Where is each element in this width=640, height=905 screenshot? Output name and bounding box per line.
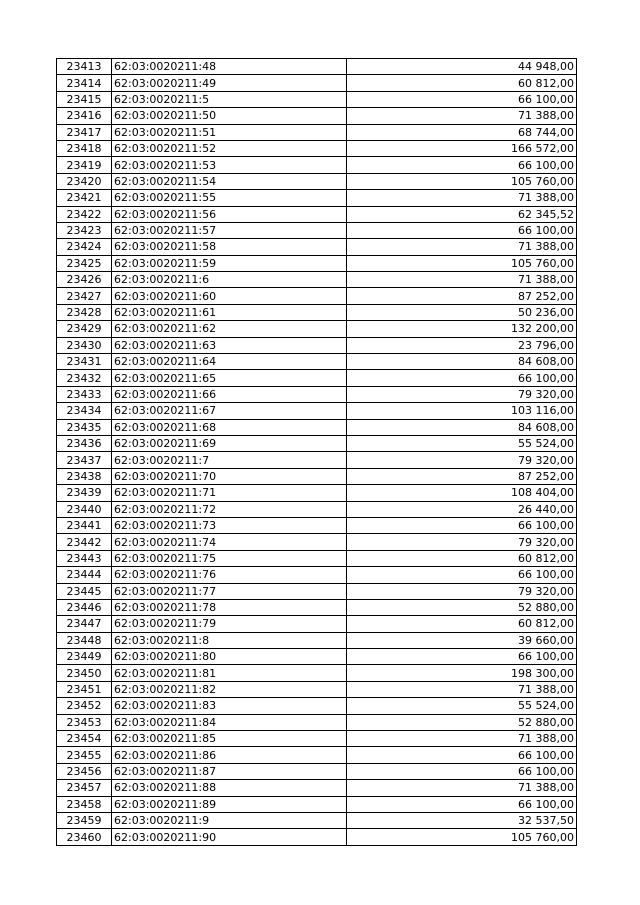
- row-number-cell: 23426: [57, 272, 112, 288]
- row-number-cell: 23454: [57, 731, 112, 747]
- cadastral-value-cell: 132 200,00: [347, 321, 577, 337]
- row-number-cell: 23458: [57, 796, 112, 812]
- cadastral-number-cell: 62:03:0020211:71: [112, 485, 347, 501]
- cadastral-value-cell: 84 608,00: [347, 354, 577, 370]
- row-number-cell: 23428: [57, 304, 112, 320]
- cadastral-number-cell: 62:03:0020211:84: [112, 714, 347, 730]
- cadastral-value-cell: 105 760,00: [347, 829, 577, 845]
- table-row: [57, 599, 577, 615]
- table-row: [57, 698, 577, 714]
- cadastral-number-cell: 62:03:0020211:82: [112, 681, 347, 697]
- table-row: [57, 140, 577, 156]
- row-number-cell: 23444: [57, 567, 112, 583]
- row-number-cell: 23429: [57, 321, 112, 337]
- cadastral-value-cell: 66 100,00: [347, 222, 577, 238]
- cadastral-value-cell: 71 388,00: [347, 108, 577, 124]
- cadastral-value-cell: 108 404,00: [347, 485, 577, 501]
- table-row: [57, 829, 577, 845]
- row-number-cell: 23419: [57, 157, 112, 173]
- cadastral-number-cell: 62:03:0020211:55: [112, 190, 347, 206]
- cadastral-value-cell: 198 300,00: [347, 665, 577, 681]
- table-row: [57, 452, 577, 468]
- cadastral-number-cell: 62:03:0020211:83: [112, 698, 347, 714]
- cadastral-number-cell: 62:03:0020211:90: [112, 829, 347, 845]
- cadastral-value-cell: 79 320,00: [347, 583, 577, 599]
- row-number-cell: 23415: [57, 91, 112, 107]
- row-number-cell: 23424: [57, 239, 112, 255]
- cadastral-number-cell: 62:03:0020211:60: [112, 288, 347, 304]
- table-row: [57, 304, 577, 320]
- cadastral-value-cell: 105 760,00: [347, 255, 577, 271]
- cadastral-value-table: [56, 58, 577, 846]
- table-row: [57, 419, 577, 435]
- table-row: [57, 616, 577, 632]
- cadastral-number-cell: 62:03:0020211:58: [112, 239, 347, 255]
- cadastral-number-cell: 62:03:0020211:88: [112, 780, 347, 796]
- table-row: [57, 714, 577, 730]
- cadastral-number-cell: 62:03:0020211:77: [112, 583, 347, 599]
- cadastral-value-cell: 44 948,00: [347, 59, 577, 75]
- row-number-cell: 23441: [57, 517, 112, 533]
- cadastral-value-cell: 71 388,00: [347, 272, 577, 288]
- table-row: [57, 567, 577, 583]
- table-row: [57, 288, 577, 304]
- cadastral-value-cell: 71 388,00: [347, 780, 577, 796]
- cadastral-value-cell: 71 388,00: [347, 681, 577, 697]
- cadastral-value-cell: 103 116,00: [347, 403, 577, 419]
- cadastral-number-cell: 62:03:0020211:65: [112, 370, 347, 386]
- table-row: [57, 321, 577, 337]
- cadastral-value-cell: 52 880,00: [347, 599, 577, 615]
- cadastral-number-cell: 62:03:0020211:52: [112, 140, 347, 156]
- cadastral-value-cell: 66 100,00: [347, 763, 577, 779]
- cadastral-number-cell: 62:03:0020211:54: [112, 173, 347, 189]
- row-number-cell: 23439: [57, 485, 112, 501]
- cadastral-number-cell: 62:03:0020211:56: [112, 206, 347, 222]
- row-number-cell: 23418: [57, 140, 112, 156]
- cadastral-value-cell: 39 660,00: [347, 632, 577, 648]
- cadastral-value-cell: 55 524,00: [347, 435, 577, 451]
- cadastral-value-cell: 66 100,00: [347, 517, 577, 533]
- cadastral-value-cell: 84 608,00: [347, 419, 577, 435]
- table-row: [57, 190, 577, 206]
- cadastral-number-cell: 62:03:0020211:69: [112, 435, 347, 451]
- row-number-cell: 23435: [57, 419, 112, 435]
- table-row: [57, 763, 577, 779]
- table-row: [57, 108, 577, 124]
- table-row: [57, 780, 577, 796]
- row-number-cell: 23442: [57, 534, 112, 550]
- cadastral-number-cell: 62:03:0020211:57: [112, 222, 347, 238]
- row-number-cell: 23431: [57, 354, 112, 370]
- row-number-cell: 23425: [57, 255, 112, 271]
- table-row: [57, 206, 577, 222]
- table-row: [57, 157, 577, 173]
- row-number-cell: 23437: [57, 452, 112, 468]
- cadastral-value-cell: 105 760,00: [347, 173, 577, 189]
- cadastral-value-cell: 87 252,00: [347, 288, 577, 304]
- row-number-cell: 23440: [57, 501, 112, 517]
- cadastral-value-cell: 79 320,00: [347, 386, 577, 402]
- table-row: [57, 91, 577, 107]
- row-number-cell: 23452: [57, 698, 112, 714]
- cadastral-number-cell: 62:03:0020211:76: [112, 567, 347, 583]
- row-number-cell: 23446: [57, 599, 112, 615]
- table-row: [57, 59, 577, 75]
- table-row: [57, 272, 577, 288]
- table-row: [57, 370, 577, 386]
- row-number-cell: 23455: [57, 747, 112, 763]
- row-number-cell: 23453: [57, 714, 112, 730]
- table-row: [57, 255, 577, 271]
- row-number-cell: 23447: [57, 616, 112, 632]
- cadastral-value-cell: 60 812,00: [347, 550, 577, 566]
- table-row: [57, 124, 577, 140]
- row-number-cell: 23422: [57, 206, 112, 222]
- row-number-cell: 23417: [57, 124, 112, 140]
- cadastral-number-cell: 62:03:0020211:73: [112, 517, 347, 533]
- cadastral-number-cell: 62:03:0020211:81: [112, 665, 347, 681]
- cadastral-value-cell: 66 100,00: [347, 649, 577, 665]
- row-number-cell: 23456: [57, 763, 112, 779]
- cadastral-value-cell: 26 440,00: [347, 501, 577, 517]
- cadastral-number-cell: 62:03:0020211:68: [112, 419, 347, 435]
- cadastral-number-cell: 62:03:0020211:59: [112, 255, 347, 271]
- row-number-cell: 23457: [57, 780, 112, 796]
- cadastral-number-cell: 62:03:0020211:89: [112, 796, 347, 812]
- cadastral-number-cell: 62:03:0020211:48: [112, 59, 347, 75]
- cadastral-number-cell: 62:03:0020211:67: [112, 403, 347, 419]
- cadastral-number-cell: 62:03:0020211:64: [112, 354, 347, 370]
- table-row: [57, 731, 577, 747]
- table-row: [57, 354, 577, 370]
- row-number-cell: 23438: [57, 468, 112, 484]
- row-number-cell: 23448: [57, 632, 112, 648]
- cadastral-value-cell: 66 100,00: [347, 567, 577, 583]
- table-row: [57, 681, 577, 697]
- cadastral-number-cell: 62:03:0020211:50: [112, 108, 347, 124]
- row-number-cell: 23449: [57, 649, 112, 665]
- cadastral-number-cell: 62:03:0020211:51: [112, 124, 347, 140]
- table-row: [57, 550, 577, 566]
- cadastral-value-cell: 32 537,50: [347, 812, 577, 828]
- table-row: [57, 649, 577, 665]
- row-number-cell: 23445: [57, 583, 112, 599]
- cadastral-number-cell: 62:03:0020211:66: [112, 386, 347, 402]
- row-number-cell: 23433: [57, 386, 112, 402]
- cadastral-value-cell: 66 100,00: [347, 747, 577, 763]
- cadastral-number-cell: 62:03:0020211:61: [112, 304, 347, 320]
- row-number-cell: 23413: [57, 59, 112, 75]
- row-number-cell: 23423: [57, 222, 112, 238]
- table-row: [57, 517, 577, 533]
- table-row: [57, 812, 577, 828]
- cadastral-number-cell: 62:03:0020211:53: [112, 157, 347, 173]
- table-row: [57, 75, 577, 91]
- row-number-cell: 23414: [57, 75, 112, 91]
- cadastral-number-cell: 62:03:0020211:7: [112, 452, 347, 468]
- cadastral-value-cell: 71 388,00: [347, 731, 577, 747]
- cadastral-value-cell: 60 812,00: [347, 75, 577, 91]
- cadastral-number-cell: 62:03:0020211:74: [112, 534, 347, 550]
- cadastral-number-cell: 62:03:0020211:75: [112, 550, 347, 566]
- cadastral-value-cell: 52 880,00: [347, 714, 577, 730]
- cadastral-number-cell: 62:03:0020211:79: [112, 616, 347, 632]
- cadastral-value-cell: 71 388,00: [347, 239, 577, 255]
- cadastral-value-cell: 66 100,00: [347, 91, 577, 107]
- table-row: [57, 747, 577, 763]
- table-row: [57, 485, 577, 501]
- cadastral-number-cell: 62:03:0020211:80: [112, 649, 347, 665]
- cadastral-number-cell: 62:03:0020211:8: [112, 632, 347, 648]
- table-row: [57, 435, 577, 451]
- cadastral-value-cell: 79 320,00: [347, 452, 577, 468]
- cadastral-value-cell: 50 236,00: [347, 304, 577, 320]
- cadastral-number-cell: 62:03:0020211:85: [112, 731, 347, 747]
- cadastral-number-cell: 62:03:0020211:9: [112, 812, 347, 828]
- row-number-cell: 23432: [57, 370, 112, 386]
- table-row: [57, 403, 577, 419]
- cadastral-number-cell: 62:03:0020211:63: [112, 337, 347, 353]
- table-body: [57, 59, 577, 846]
- table-row: [57, 583, 577, 599]
- table-row: [57, 665, 577, 681]
- row-number-cell: 23460: [57, 829, 112, 845]
- row-number-cell: 23459: [57, 812, 112, 828]
- table-row: [57, 632, 577, 648]
- row-number-cell: 23430: [57, 337, 112, 353]
- cadastral-value-cell: 66 100,00: [347, 157, 577, 173]
- cadastral-value-cell: 87 252,00: [347, 468, 577, 484]
- cadastral-number-cell: 62:03:0020211:72: [112, 501, 347, 517]
- cadastral-value-cell: 166 572,00: [347, 140, 577, 156]
- cadastral-value-cell: 23 796,00: [347, 337, 577, 353]
- table-row: [57, 222, 577, 238]
- table-row: [57, 337, 577, 353]
- cadastral-value-cell: 66 100,00: [347, 796, 577, 812]
- cadastral-number-cell: 62:03:0020211:49: [112, 75, 347, 91]
- cadastral-number-cell: 62:03:0020211:62: [112, 321, 347, 337]
- row-number-cell: 23443: [57, 550, 112, 566]
- table-row: [57, 173, 577, 189]
- cadastral-value-cell: 66 100,00: [347, 370, 577, 386]
- cadastral-value-cell: 71 388,00: [347, 190, 577, 206]
- row-number-cell: 23450: [57, 665, 112, 681]
- cadastral-number-cell: 62:03:0020211:5: [112, 91, 347, 107]
- table-row: [57, 239, 577, 255]
- cadastral-number-cell: 62:03:0020211:70: [112, 468, 347, 484]
- table-row: [57, 386, 577, 402]
- cadastral-value-cell: 68 744,00: [347, 124, 577, 140]
- row-number-cell: 23427: [57, 288, 112, 304]
- cadastral-number-cell: 62:03:0020211:86: [112, 747, 347, 763]
- cadastral-value-cell: 55 524,00: [347, 698, 577, 714]
- cadastral-value-cell: 79 320,00: [347, 534, 577, 550]
- row-number-cell: 23436: [57, 435, 112, 451]
- cadastral-number-cell: 62:03:0020211:6: [112, 272, 347, 288]
- cadastral-number-cell: 62:03:0020211:87: [112, 763, 347, 779]
- row-number-cell: 23420: [57, 173, 112, 189]
- cadastral-value-cell: 62 345,52: [347, 206, 577, 222]
- row-number-cell: 23434: [57, 403, 112, 419]
- row-number-cell: 23416: [57, 108, 112, 124]
- table-row: [57, 796, 577, 812]
- row-number-cell: 23451: [57, 681, 112, 697]
- cadastral-value-cell: 60 812,00: [347, 616, 577, 632]
- cadastral-number-cell: 62:03:0020211:78: [112, 599, 347, 615]
- table-row: [57, 534, 577, 550]
- table-row: [57, 501, 577, 517]
- table-row: [57, 468, 577, 484]
- row-number-cell: 23421: [57, 190, 112, 206]
